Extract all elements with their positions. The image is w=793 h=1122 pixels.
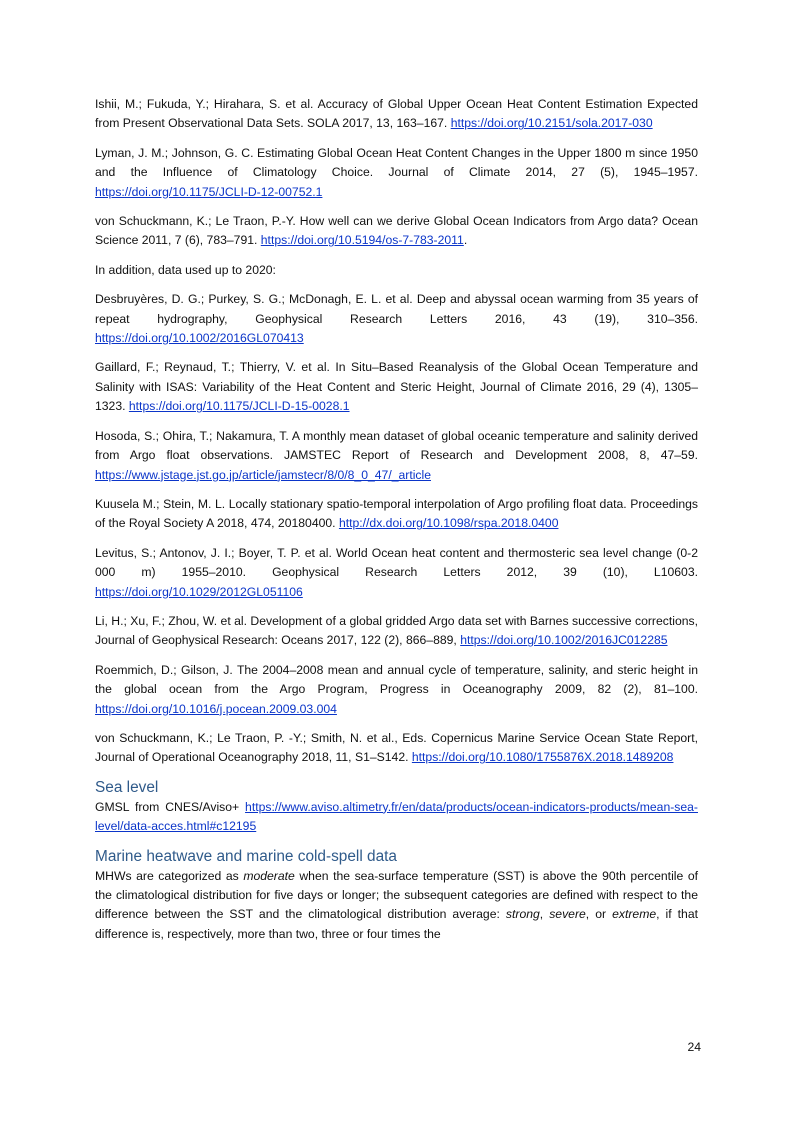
- reference: Gaillard, F.; Reynaud, T.; Thierry, V. et al. In Situ–Based Reanalysis of the Global Ocean Temperature and Salinity with ISAS: Variability of the Heat Content and Steric Height, Journal of Climate 2016, 29 (4), 1305–1323. https://doi.org/10.1175/JCLI-D-15-0028.1: [95, 360, 698, 414]
- reference: Desbruyères, D. G.; Purkey, S. G.; McDonagh, E. L. et al. Deep and abyssal ocean warming from 35 years of repeat hydrography, Geophysical Research Letters 2016, 43 (19), 310–356. https://doi.org/10.1002/2016GL070413: [95, 292, 698, 346]
- reference: von Schuckmann, K.; Le Traon, P.-Y. How well can we derive Global Ocean Indicators from Argo data? Ocean Science 2011, 7 (6), 783–791. https://doi.org/10.5194/os-7-783-2011.: [95, 214, 698, 248]
- aviso-link[interactable]: https://www.aviso.altimetry.fr/en/data/products/ocean-indicators-products/mean-sea-level/data-acces.html#c12195: [95, 799, 698, 834]
- additional-label: In addition, data used up to 2020:: [95, 262, 276, 277]
- doi-link[interactable]: https://doi.org/10.2151/sola.2017-030: [450, 116, 653, 131]
- doi-link[interactable]: https://doi.org/10.5194/os-7-783-2011: [260, 233, 464, 248]
- reference: Kuusela M.; Stein, M. L. Locally stationary spatio-temporal interpolation of Argo profiling float data. Proceedings of the Royal Society A 2018, 474, 20180400. http://dx.doi.org/10.1098/rspa.2018.0400: [95, 496, 698, 531]
- section-heading-sea-level: Sea level: [95, 778, 159, 796]
- doi-link[interactable]: https://doi.org/10.1080/1755876X.2018.1489208: [411, 750, 674, 765]
- doi-link[interactable]: https://doi.org/10.1175/JCLI-D-15-0028.1: [128, 399, 350, 414]
- references-top: [95, 95, 698, 251]
- doi-link[interactable]: https://doi.org/10.1002/2016JC012285: [460, 633, 668, 648]
- doi-link[interactable]: https://doi.org/10.1175/JCLI-D-12-00752.1: [95, 184, 323, 199]
- marine-heatwave-paragraph: MHWs are categorized as moderate when the sea-surface temperature (SST) is above the 90th percentile of the climatological distribution for five days or longer; the subsequent categories are defined with respect to the difference between the SST and the climatological distribution average: strong, severe, or extreme, if that difference is, respectively, more than two, three or four times the: [95, 868, 698, 941]
- reference: Hosoda, S.; Ohira, T.; Nakamura, T. A monthly mean dataset of global oceanic temperature and salinity derived from Argo float observations. JAMSTEC Report of Research and Development 2008, 8, 47–59. https://www.jstage.jst.go.jp/article/jamstecr/8/0/8_0_47/_article: [95, 428, 698, 482]
- doi-link[interactable]: https://www.jstage.jst.go.jp/article/jamstecr/8/0/8_0_47/_article: [95, 467, 431, 482]
- document-body: [95, 95, 698, 954]
- reference: Ishii, M.; Fukuda, Y.; Hirahara, S. et al. Accuracy of Global Upper Ocean Heat Content Estimation Expected from Present Observational Data Sets. SOLA 2017, 13, 163–167. https://doi.org/10.2151/sola.2017-030: [95, 97, 698, 131]
- reference: Li, H.; Xu, F.; Zhou, W. et al. Development of a global gridded Argo data set with Barnes successive corrections, Journal of Geophysical Research: Oceans 2017, 122 (2), 866–889, https://doi.org/10.1002/2016JC012285: [95, 613, 698, 648]
- references-additional: [95, 290, 698, 768]
- doi-link[interactable]: https://doi.org/10.1029/2012GL051106: [95, 584, 303, 599]
- reference: Levitus, S.; Antonov, J. I.; Boyer, T. P. et al. World Ocean heat content and thermosteric sea level change (0-2 000 m) 1955–2010. Geophysical Research Letters 2012, 39 (10), L10603. https://doi.org/10.1029/2012GL051106: [95, 545, 698, 599]
- page-number: 24: [687, 1040, 701, 1054]
- doi-link[interactable]: http://dx.doi.org/10.1098/rspa.2018.0400: [338, 516, 559, 531]
- reference: Lyman, J. M.; Johnson, G. C. Estimating Global Ocean Heat Content Changes in the Upper 1800 m since 1950 and the Influence of Climatology Choice. Journal of Climate 2014, 27 (5), 1945–1957. https://doi.org/10.1175/JCLI-D-12-00752.1: [95, 145, 698, 199]
- doi-link[interactable]: https://doi.org/10.1002/2016GL070413: [95, 331, 304, 346]
- reference: von Schuckmann, K.; Le Traon, P. -Y.; Smith, N. et al., Eds. Copernicus Marine Service Ocean State Report, Journal of Operational Oceanography 2018, 11, S1–S142. https://doi.org/10.1080/1755876X.2018.1489208: [95, 730, 698, 765]
- doi-link[interactable]: https://doi.org/10.1016/j.pocean.2009.03.004: [95, 701, 337, 716]
- reference: Roemmich, D.; Gilson, J. The 2004–2008 mean and annual cycle of temperature, salinity, and steric height in the global ocean from the Argo Program, Progress in Oceanography 2009, 82 (2), 81–100. https://doi.org/10.1016/j.pocean.2009.03.004: [95, 662, 698, 716]
- section-heading-marine-heatwave: Marine heatwave and marine cold-spell data: [95, 847, 397, 865]
- sea-level-source: GMSL from CNES/Aviso+ https://www.aviso.altimetry.fr/en/data/products/ocean-indicators-products/mean-sea-level/data-acces.html#c12195: [95, 799, 698, 834]
